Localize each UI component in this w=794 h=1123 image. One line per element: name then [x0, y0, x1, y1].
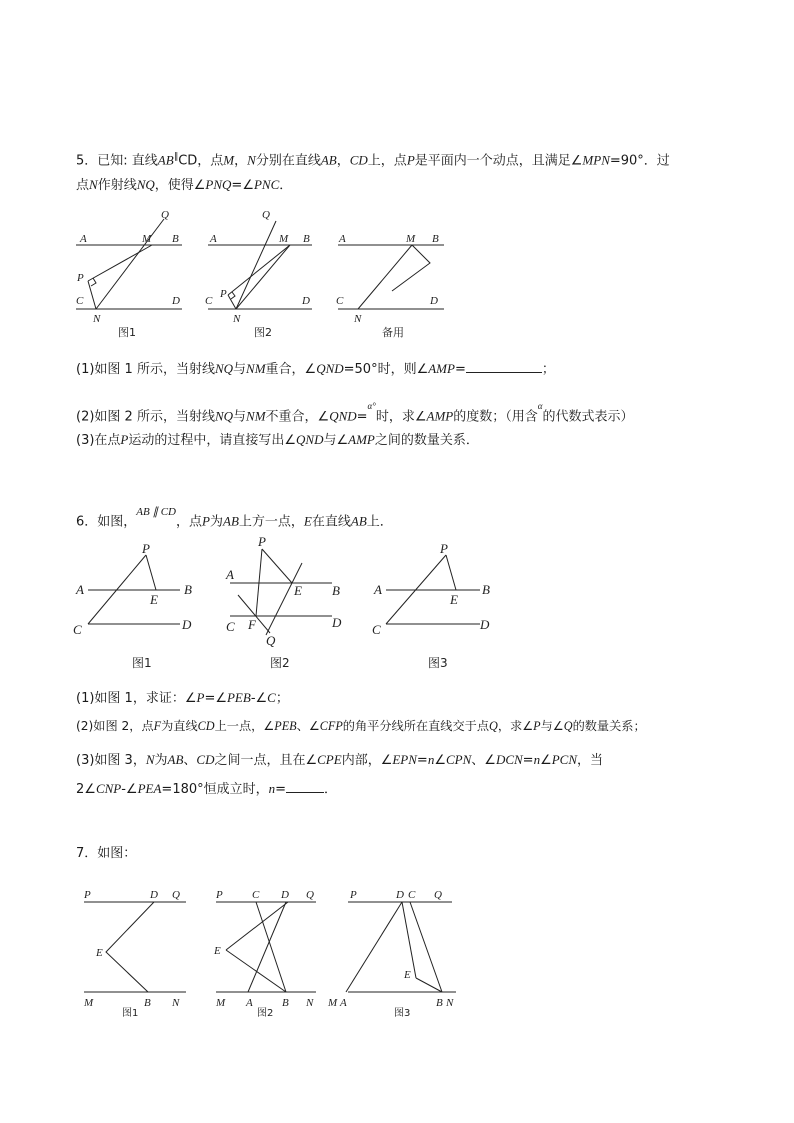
label-P: P: [440, 541, 448, 556]
fig2-segment-pn: [228, 295, 236, 309]
text: QND: [329, 408, 357, 424]
text: 点: [76, 178, 90, 193]
label-E: E: [404, 969, 411, 981]
text: P: [196, 690, 205, 705]
q6-sub-3: [76, 752, 603, 769]
label-A: A: [374, 582, 382, 597]
fig2-right-angle: [231, 292, 235, 299]
label-P: P: [77, 272, 84, 284]
label-Q: Q: [306, 889, 314, 901]
text: (1)如图 1，求证：∠: [76, 691, 197, 706]
text: 2∠: [76, 782, 96, 797]
text: CPE: [317, 752, 342, 767]
text: =∠: [204, 691, 227, 706]
text: P: [120, 432, 129, 447]
text: =: [522, 753, 534, 768]
label-N: N: [233, 313, 241, 325]
text: =∠: [231, 178, 254, 193]
fig2-segment-ea: [226, 902, 288, 950]
text: ∠: [540, 753, 552, 768]
text: P: [406, 152, 415, 168]
label-B: B: [303, 233, 310, 245]
text: ．: [279, 178, 293, 193]
label-E: E: [96, 947, 103, 959]
text: ．: [324, 782, 338, 797]
q5-caption-2: 图2: [254, 326, 272, 339]
label-D: D: [396, 889, 404, 901]
label-B: B: [172, 233, 179, 245]
label-D: D: [430, 295, 438, 307]
text: DCN: [495, 752, 523, 767]
q7-line-1: [76, 846, 136, 862]
label-N: N: [354, 313, 362, 325]
text: Q: [563, 719, 573, 733]
label-C: C: [76, 295, 84, 307]
text: ；: [275, 691, 289, 706]
text: n: [268, 781, 276, 796]
q6-figures: [60, 535, 510, 675]
text: AB: [167, 752, 184, 767]
text: 重合，∠: [265, 362, 317, 377]
text: Q: [489, 719, 498, 733]
label-D: D: [182, 617, 192, 632]
text: 是平面内一个动点，且满足∠: [414, 153, 583, 169]
label-C: C: [372, 622, 381, 637]
label-P: P: [142, 541, 150, 556]
answer-blank[interactable]: [286, 780, 324, 793]
text: NQ: [214, 408, 234, 424]
text: NM: [246, 408, 266, 424]
text: N: [145, 752, 155, 767]
q6-sub-1: [76, 690, 289, 707]
text: ，: [336, 153, 350, 169]
label-E: E: [294, 583, 302, 598]
text: n: [533, 752, 541, 767]
text: CD: [197, 719, 215, 733]
parallel-symbol: ∥: [173, 152, 179, 162]
text: AB: [320, 152, 337, 168]
label-C: C: [252, 889, 260, 901]
fig2-segment-pe: [262, 549, 292, 583]
text: PEB: [274, 719, 297, 733]
label-D: D: [302, 295, 310, 307]
label-B: B: [282, 997, 289, 1009]
text: ∠: [434, 753, 446, 768]
label-D: D: [150, 889, 158, 901]
text: QND: [316, 361, 344, 376]
text: 在直线: [311, 514, 351, 530]
text: PEA: [137, 781, 162, 796]
label-P: P: [350, 889, 357, 901]
text: 的代数式表示）: [542, 409, 634, 425]
text: 与∠: [540, 719, 564, 733]
text: 5．已知: 直线: [76, 153, 158, 169]
text: 为直线: [161, 719, 198, 733]
label-B: B: [144, 997, 151, 1009]
label-B: B: [482, 582, 490, 597]
label-Q: Q: [434, 889, 442, 901]
text: AB: [223, 513, 239, 529]
q6-sub-2: [76, 718, 646, 734]
label-D: D: [332, 615, 342, 630]
text: 、: [183, 753, 197, 768]
text: 、∠: [296, 719, 320, 733]
fig1-polyline-deb: [106, 902, 154, 992]
label-A: A: [80, 233, 87, 245]
q6-caption-1: 图1: [132, 656, 152, 670]
text: 的数量关系；: [572, 719, 646, 733]
text: (2)如图 2 所示，当射线: [76, 409, 215, 425]
text: -∠: [121, 782, 138, 797]
text: P: [533, 719, 541, 733]
text: P: [202, 513, 210, 529]
label-E: E: [450, 592, 458, 607]
text: =90°．过: [609, 153, 670, 169]
text: 运动的过程中，请直接写出∠: [128, 433, 297, 448]
q5-sub-3: [76, 432, 479, 449]
text: PNC: [253, 177, 280, 192]
label-C: C: [73, 622, 82, 637]
text: -∠: [250, 691, 268, 706]
text: C: [267, 690, 276, 705]
label-P: P: [220, 288, 227, 300]
text: 内部，∠: [341, 753, 393, 768]
text: 上一点，∠: [214, 719, 275, 733]
label-A: A: [226, 567, 234, 582]
label-M: M: [84, 997, 94, 1009]
label-M: M: [279, 233, 289, 245]
label-B: B: [432, 233, 439, 245]
label-Q: Q: [172, 889, 180, 901]
q6-line-1: [76, 506, 393, 530]
text: =50°时，则∠: [343, 362, 429, 377]
label-E: E: [214, 945, 221, 957]
text: (1)如图 1 所示，当射线: [76, 362, 215, 377]
label-A: A: [76, 582, 84, 597]
fig2-ray-nq: [236, 221, 276, 309]
q5-caption-1: 图1: [118, 326, 136, 339]
text: F: [153, 719, 162, 733]
text: PNQ: [205, 177, 232, 192]
label-E: E: [150, 592, 158, 607]
fig1-segment-pm: [88, 245, 152, 281]
label-C: C: [205, 295, 213, 307]
q7-caption-1: 图1: [122, 1008, 139, 1019]
q5-line-1: [76, 149, 670, 169]
q7-figures: [76, 882, 476, 1022]
q6-sub-4: [76, 780, 337, 798]
text: ，使得∠: [154, 178, 206, 193]
text: 为: [209, 514, 223, 530]
text: AMP: [348, 432, 375, 447]
text: n: [427, 752, 435, 767]
text: 时，求∠: [375, 409, 427, 425]
label-M: M: [328, 997, 338, 1009]
fig3-polyline: [392, 245, 430, 291]
label-A: A: [210, 233, 217, 245]
fig3-segment-cb: [410, 902, 442, 992]
text: (3)如图 3，: [76, 753, 146, 768]
q5-figures: [60, 205, 460, 345]
alpha-symbol: α°: [367, 401, 376, 411]
parallel-statement: AB ∥ CD: [136, 506, 177, 518]
text: AMP: [428, 361, 455, 376]
text: NQ: [214, 361, 234, 376]
answer-blank[interactable]: [466, 360, 542, 373]
text: =180°恒成立时，: [161, 782, 269, 797]
label-N: N: [306, 997, 314, 1009]
label-B: B: [332, 583, 340, 598]
text: M: [223, 152, 235, 168]
label-B: B: [184, 582, 192, 597]
text: N: [89, 177, 98, 192]
label-A: A: [246, 997, 253, 1009]
label-D: D: [480, 617, 490, 632]
fig1-segment-pe: [146, 555, 156, 590]
text: 为: [154, 753, 168, 768]
label-N: N: [93, 313, 101, 325]
label-P: P: [216, 889, 223, 901]
label-Q: Q: [161, 209, 169, 221]
label-P: P: [84, 889, 91, 901]
text: =: [275, 782, 287, 797]
text: CD，点: [178, 153, 224, 169]
text: 上，点: [367, 153, 407, 169]
text: EPN: [392, 752, 417, 767]
text: 之间的数量关系．: [374, 433, 479, 448]
text: 不重合，∠: [265, 409, 330, 425]
q6-caption-3: 图3: [428, 656, 448, 670]
fig2-segment-ab: [226, 950, 286, 992]
text: 的角平分线所在直线交于点: [342, 719, 490, 733]
text: AB: [350, 513, 367, 529]
fig3-segment-nm: [358, 245, 412, 309]
text: (2)如图 2，点: [76, 719, 154, 733]
q7-caption-2: 图2: [257, 1008, 274, 1019]
label-M: M: [406, 233, 416, 245]
label-A: A: [340, 997, 347, 1009]
label-C: C: [226, 619, 235, 634]
label-N: N: [446, 997, 454, 1009]
q5-line-2: [76, 177, 292, 194]
text: NM: [246, 361, 266, 376]
text: PCN: [551, 752, 578, 767]
text: 与: [233, 409, 247, 425]
text: AMP: [426, 408, 454, 424]
text: NQ: [136, 177, 155, 192]
text: ，求∠: [497, 719, 534, 733]
label-Q: Q: [266, 633, 276, 648]
label-Q: Q: [262, 209, 270, 221]
text: 的度数；（用含: [453, 409, 538, 425]
text: CPN: [445, 752, 472, 767]
fig2-segment-nm: [236, 245, 290, 309]
text: CNP: [95, 781, 122, 796]
text: 7．如图：: [76, 846, 137, 861]
text: N: [247, 152, 256, 168]
fig1-ray-nq: [96, 219, 164, 309]
label-B: B: [436, 997, 443, 1009]
text: ，: [234, 153, 248, 169]
text: ，当: [577, 753, 604, 768]
label-C: C: [336, 295, 344, 307]
label-P: P: [258, 535, 266, 549]
text: CD: [196, 752, 215, 767]
text: =: [356, 409, 368, 425]
q5-caption-3: 备用: [382, 326, 404, 339]
label-D: D: [172, 295, 180, 307]
text: 分别在直线: [255, 153, 321, 169]
text: 上．: [366, 514, 393, 530]
q6-caption-2: 图2: [270, 656, 290, 670]
text: ，点: [176, 514, 203, 530]
q5-sub-1: [76, 360, 555, 378]
text: 与: [233, 362, 247, 377]
label-M: M: [142, 233, 152, 245]
text: MPN: [582, 152, 610, 168]
label-A: A: [339, 233, 346, 245]
text: =: [416, 753, 428, 768]
label-F: F: [248, 617, 256, 632]
fig3-segment-ad: [346, 902, 402, 992]
alpha-symbol: α: [537, 401, 543, 411]
fig2-segment-pm: [228, 245, 290, 295]
text: CD: [349, 152, 368, 168]
fig3-segment-pe: [446, 555, 456, 590]
text: E: [303, 513, 312, 529]
label-N: N: [172, 997, 180, 1009]
text: 之间一点，且在∠: [214, 753, 318, 768]
text: 与∠: [323, 433, 349, 448]
label-D: D: [281, 889, 289, 901]
text: QND: [296, 432, 324, 447]
text: 上方一点，: [238, 514, 304, 530]
text: PEB: [226, 690, 251, 705]
q5-sub-2: [76, 401, 634, 425]
text: AB: [157, 152, 174, 168]
q7-caption-3: 图3: [394, 1008, 411, 1019]
text: (3)在点: [76, 433, 121, 448]
label-C: C: [408, 889, 416, 901]
text: 6．如图，: [76, 514, 137, 530]
text: ；: [541, 362, 555, 377]
label-M: M: [216, 997, 226, 1009]
text: 、∠: [471, 753, 496, 768]
text: CFP: [319, 719, 343, 733]
text: 作射线: [97, 178, 137, 193]
text: =: [454, 362, 466, 377]
